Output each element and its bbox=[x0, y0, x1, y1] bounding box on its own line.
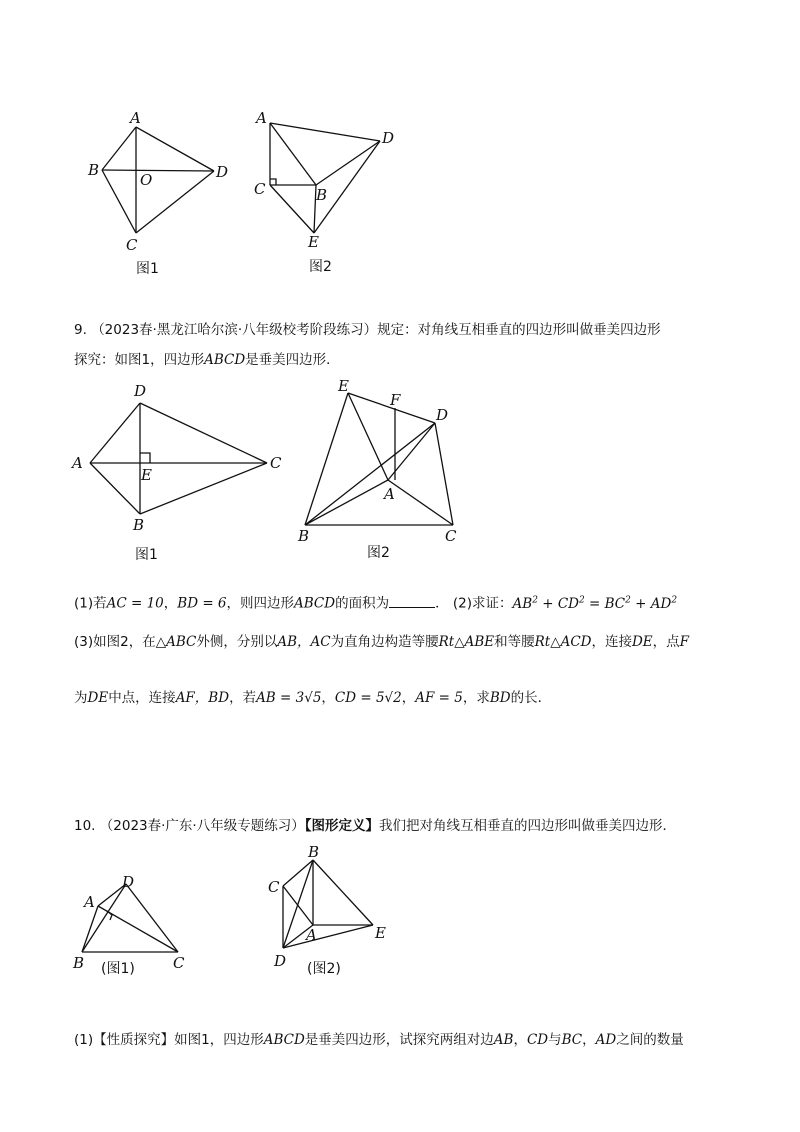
eq-cd: + CD bbox=[537, 595, 579, 612]
fig-label: A bbox=[72, 454, 83, 472]
fig-label: C bbox=[173, 954, 185, 972]
fig-label: D bbox=[382, 129, 395, 147]
fig-label: B bbox=[308, 843, 320, 861]
t: 是垂美四边形，试探究两组对边 bbox=[304, 1032, 494, 1048]
q9-figure-2 bbox=[295, 378, 485, 548]
m: ABCD bbox=[263, 1032, 305, 1048]
fig-label: D bbox=[122, 873, 135, 891]
sq: 2 bbox=[671, 595, 678, 605]
t: 的长． bbox=[510, 690, 552, 706]
m: BC bbox=[561, 1032, 583, 1048]
fig-label: B bbox=[133, 516, 145, 534]
q10-source: （2023春·广东·八年级专题练习） bbox=[99, 818, 305, 834]
fig-label: A bbox=[84, 893, 95, 911]
q9-part1-mid: ，则四边形 bbox=[226, 595, 295, 612]
t: ， bbox=[321, 690, 335, 706]
q9-part2-prefix: (2)求证： bbox=[452, 595, 513, 612]
t: (3)如图2，在 bbox=[74, 634, 156, 650]
fig-label: A bbox=[130, 109, 141, 127]
eq-bc: = BC bbox=[584, 595, 626, 612]
fig-label: E bbox=[308, 233, 319, 251]
fig-label: B bbox=[316, 186, 328, 204]
fig-label: D bbox=[436, 406, 449, 424]
q9-explore-text: 探究：如图1，四边形 bbox=[74, 352, 205, 368]
fig-label: O bbox=[140, 171, 153, 189]
fig-label: D bbox=[134, 382, 147, 400]
figure-caption: (图1) bbox=[101, 961, 135, 977]
fig-label: A bbox=[306, 926, 317, 944]
t: 为 bbox=[74, 690, 88, 706]
m: △ABC bbox=[155, 634, 197, 650]
figure-caption: 图2 bbox=[367, 545, 390, 561]
sq: 2 bbox=[625, 595, 631, 605]
q10-figure-2 bbox=[268, 840, 418, 980]
top-figure-1 bbox=[80, 105, 240, 275]
q9-explore bbox=[74, 350, 340, 370]
fig-label: E bbox=[141, 466, 152, 484]
q10-tag: 【图形定义】 bbox=[304, 818, 379, 834]
m: AF，BD bbox=[175, 690, 230, 706]
m: Rt△ACD bbox=[534, 634, 592, 650]
top-figure-2 bbox=[250, 105, 420, 275]
q9-figure-1 bbox=[70, 380, 300, 550]
fig-label: C bbox=[270, 454, 282, 472]
fig-label: C bbox=[254, 180, 266, 198]
q9-part3-line1 bbox=[74, 632, 689, 652]
q9-quad: ABCD bbox=[294, 595, 336, 612]
fig-label: A bbox=[256, 109, 267, 127]
q9-explore-suffix: 是垂美四边形． bbox=[245, 352, 340, 368]
figure-caption: (图2) bbox=[307, 961, 341, 977]
fig-label: F bbox=[390, 391, 401, 409]
q9-explore-var: ABCD bbox=[204, 352, 246, 368]
t: ， bbox=[582, 1032, 596, 1048]
answer-blank[interactable] bbox=[389, 595, 435, 608]
q9-part1-prefix: (1)若 bbox=[74, 595, 107, 612]
q10-figure-1 bbox=[70, 870, 200, 980]
fig-label: B bbox=[88, 161, 100, 179]
m: AB，AC bbox=[277, 634, 331, 650]
fig-label: B bbox=[73, 954, 85, 972]
figure-caption: 图1 bbox=[135, 547, 158, 563]
q10-part1 bbox=[74, 1030, 684, 1050]
figure-caption: 图2 bbox=[309, 259, 332, 275]
q9-bd-value: BD = 6 bbox=[177, 595, 227, 612]
m: AB bbox=[493, 1032, 514, 1048]
m: Rt△ABE bbox=[438, 634, 495, 650]
t: ，连接 bbox=[591, 634, 632, 650]
m: CD bbox=[526, 1032, 549, 1048]
m: DE bbox=[87, 690, 109, 706]
fig-label: C bbox=[445, 527, 457, 545]
fig-label: D bbox=[274, 952, 287, 970]
fig-label: E bbox=[375, 924, 386, 942]
q9-ac-value: AC = 10 bbox=[106, 595, 164, 612]
m: BD bbox=[489, 690, 511, 706]
m: CD = 5√2 bbox=[334, 690, 402, 706]
fig-label: D bbox=[216, 163, 229, 181]
t: 为直角边构造等腰 bbox=[330, 634, 439, 650]
t: ，点 bbox=[652, 634, 680, 650]
t: ， bbox=[513, 1032, 527, 1048]
q10-heading bbox=[74, 816, 676, 836]
fig-label: C bbox=[268, 878, 280, 896]
q9-part1-2 bbox=[74, 590, 677, 614]
t: 和等腰 bbox=[494, 634, 535, 650]
fig-label: C bbox=[126, 236, 138, 254]
sq: 2 bbox=[578, 595, 585, 605]
t: 与 bbox=[548, 1032, 562, 1048]
t: 中点，连接 bbox=[108, 690, 176, 706]
t: (1)【性质探究】如图1，四边形 bbox=[74, 1032, 264, 1048]
m: AF = 5 bbox=[415, 690, 463, 706]
fig-label: A bbox=[384, 485, 395, 503]
q9-source: （2023春·黑龙江哈尔滨·八年级校考阶段练习） bbox=[91, 322, 378, 338]
q9-part1-end: ． bbox=[435, 595, 449, 612]
m: F bbox=[679, 634, 690, 650]
t: 之间的数量 bbox=[616, 1032, 684, 1048]
q10-number: 10. bbox=[74, 818, 96, 834]
t: ，求 bbox=[462, 690, 490, 706]
q9-comma: ， bbox=[163, 595, 178, 612]
q9-definition: 规定：对角线互相垂直的四边形叫做垂美四边形 bbox=[377, 322, 661, 338]
sq: 2 bbox=[532, 595, 538, 605]
eq-ab: AB bbox=[512, 595, 533, 612]
m: DE bbox=[631, 634, 653, 650]
q9-part3-line2 bbox=[74, 688, 551, 708]
q9-part1-suffix: 的面积为 bbox=[335, 595, 390, 612]
t: ， bbox=[401, 690, 416, 706]
fig-label: E bbox=[338, 377, 349, 395]
t: 外侧，分别以 bbox=[196, 634, 278, 650]
fig-label: B bbox=[298, 527, 310, 545]
eq-ad: + AD bbox=[630, 595, 672, 612]
q9-number: 9. bbox=[74, 322, 87, 338]
figure-caption: 图1 bbox=[136, 261, 159, 277]
q9-heading bbox=[74, 320, 661, 340]
m: AB = 3√5 bbox=[256, 690, 322, 706]
q10-definition: 我们把对角线互相垂直的四边形叫做垂美四边形． bbox=[378, 818, 676, 834]
t: ，若 bbox=[229, 690, 257, 706]
m: AD bbox=[595, 1032, 617, 1048]
